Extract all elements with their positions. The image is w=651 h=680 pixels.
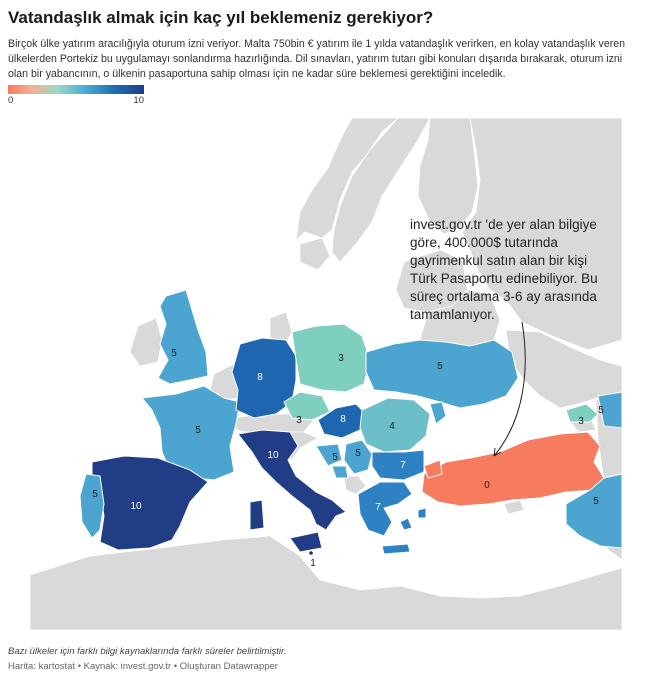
map-title: Vatandaşlık almak için kaç yıl beklemeniz gerekiyor? — [8, 8, 434, 27]
annotation-line-2: göre, 400.000$ tutarında — [410, 235, 558, 250]
label-greece: 7 — [375, 502, 381, 513]
legend-max-label: 10 — [133, 95, 144, 106]
annotation-line-5: süreç ortalama 3-6 ay arasında — [410, 289, 597, 304]
label-turkey: 0 — [484, 480, 490, 491]
label-spain: 10 — [130, 501, 142, 512]
sicily-shape — [290, 532, 322, 552]
color-legend — [8, 85, 144, 106]
choropleth-map — [0, 115, 651, 635]
moldova-shape — [430, 402, 446, 424]
annotation-line-4: Türk Pasaportu edinebiliyor. Bu — [410, 271, 598, 286]
iceland-ish — [300, 238, 330, 270]
label-georgia: 3 — [578, 416, 584, 427]
legend-min-label: 0 — [8, 95, 14, 106]
label-portugal: 5 — [92, 489, 98, 500]
label-ukraine: 5 — [437, 361, 443, 372]
label-hungary: 8 — [340, 414, 346, 425]
portugal-shape — [80, 474, 104, 538]
label-serbia: 5 — [355, 448, 361, 459]
annotation-line-3: gayrimenkul satın alan bir kişi — [410, 253, 588, 268]
label-azerbaijan: 5 — [598, 405, 604, 416]
footnote: Bazı ülkeler için farklı bilgi kaynaklarında farklı süreler belirtilmiştir. — [8, 646, 287, 657]
label-poland: 3 — [338, 353, 344, 364]
legend-gradient-bar — [8, 85, 144, 94]
greece-islands — [382, 508, 426, 554]
ireland — [130, 318, 162, 366]
label-bosnia: 5 — [332, 452, 338, 463]
source-credit: Harita: kartostat • Kaynak: invest.gov.tr • Oluşturan Datawrapper — [8, 661, 278, 672]
annotation-line-6: tamamlanıyor. — [410, 307, 495, 322]
spain-shape — [92, 456, 208, 550]
label-germany: 8 — [257, 372, 263, 383]
label-bulgaria: 7 — [400, 460, 406, 471]
label-czechia: 3 — [296, 415, 302, 426]
label-middle-east: 5 — [593, 496, 599, 507]
label-malta: 1 — [310, 558, 316, 569]
romania-shape — [360, 398, 430, 452]
bulgaria-shape — [372, 450, 424, 480]
label-italy: 10 — [267, 450, 279, 461]
annotation-line-1: invest.gov.tr 'de yer alan bilgiye — [410, 217, 597, 232]
label-romania: 4 — [389, 421, 395, 432]
sardinia-shape — [250, 500, 264, 530]
cyprus — [504, 500, 524, 514]
turkey-shape — [422, 432, 604, 506]
label-uk: 5 — [171, 348, 177, 359]
poland-shape — [292, 324, 370, 392]
map-description: Birçok ülke yatırım aracılığıyla oturum izni veriyor. Malta 750bin € yatırım ile 1 yılda vatandaşlık verirken, en kolay vatandaşlık veren ülkelerden Portekiz bu uygulamayı sonlandırma hazırlığında. Dil sınavları, yatırım tutarı gibi konuları dışarıda bırakarak, oturum izni olan bir yabancının, o ülkenin pasaportuna sahip olması için ne kadar süre beklemesi gerektiğini inceledik. — [8, 38, 626, 80]
malta-dot — [309, 551, 313, 555]
uk-shape — [158, 290, 208, 384]
bosnia-shape — [316, 444, 342, 466]
label-france: 5 — [195, 425, 201, 436]
montenegro-shape — [332, 466, 348, 478]
